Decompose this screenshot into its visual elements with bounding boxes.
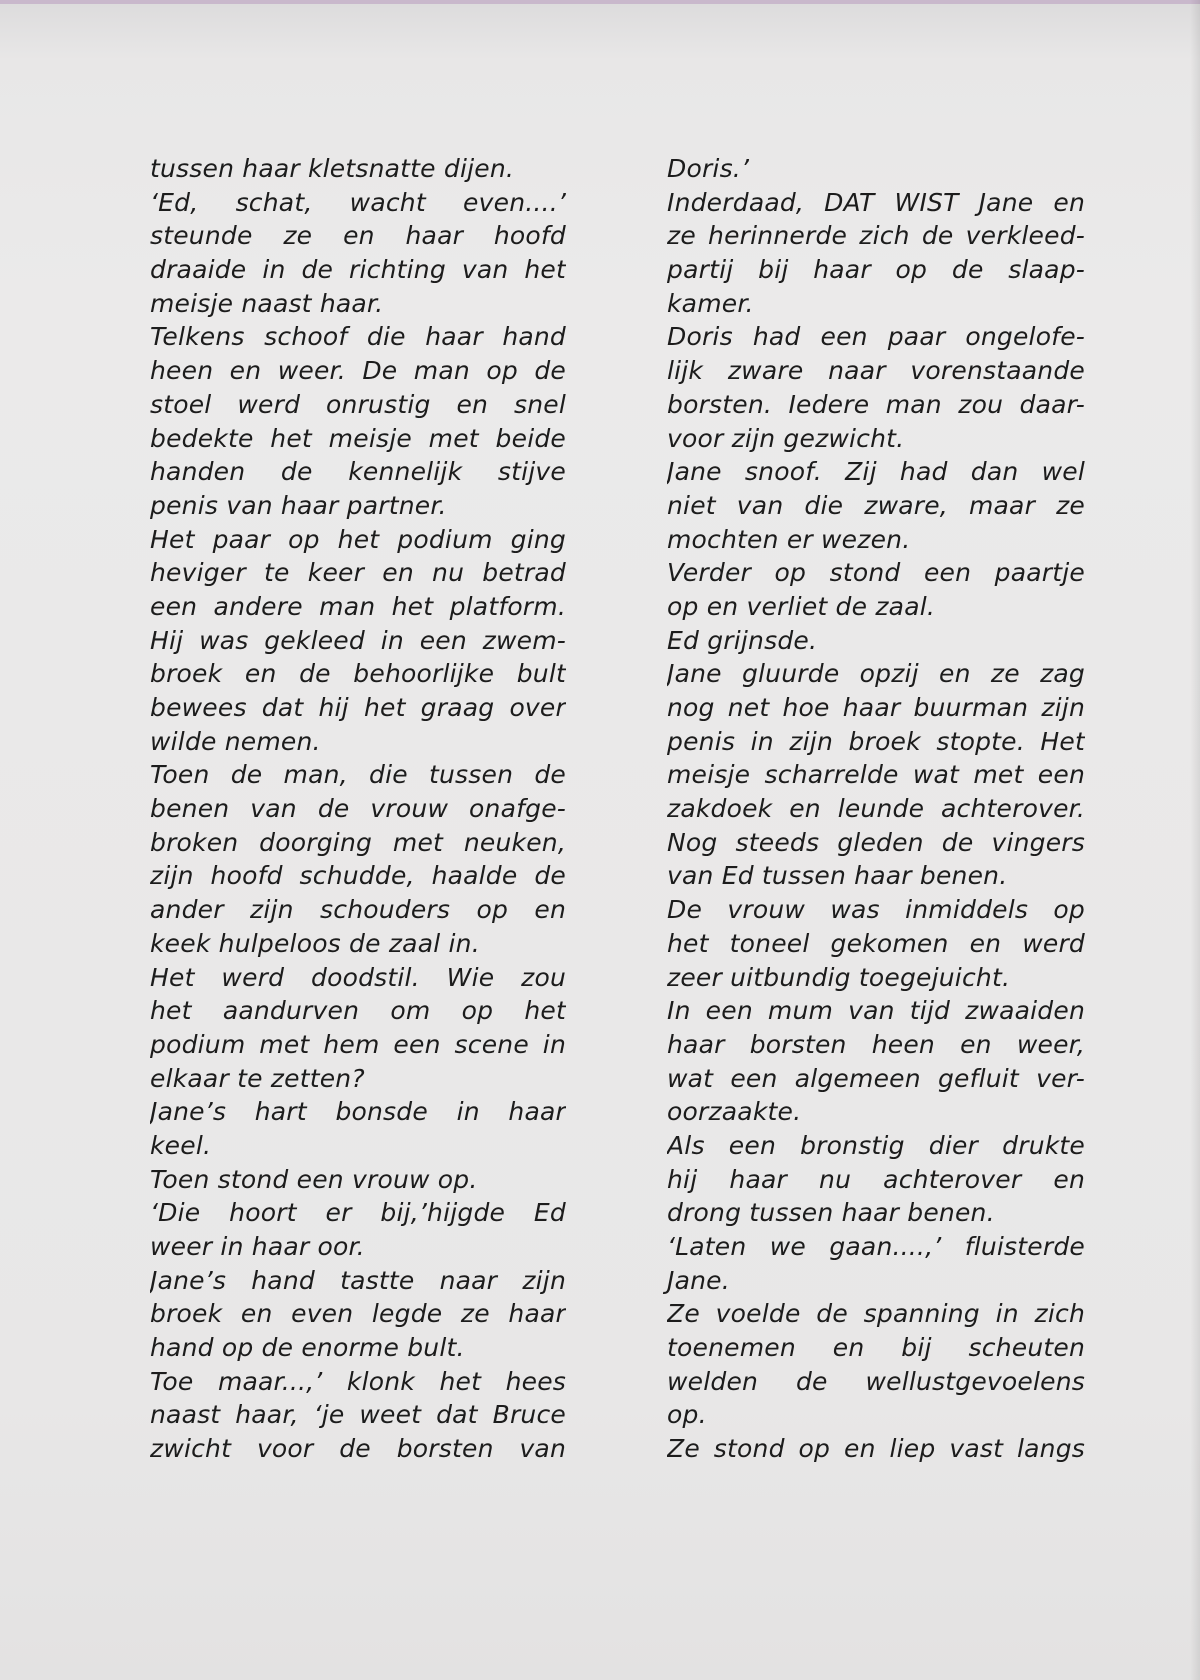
text-line: bewees dat hij het graag over bbox=[150, 693, 566, 722]
left-text-column bbox=[150, 152, 566, 1466]
text-line: Jane. bbox=[667, 1265, 730, 1295]
text-line: hij haar nu achterover en bbox=[667, 1164, 1085, 1194]
text-line: draaide in de richting van het bbox=[150, 255, 566, 285]
text-line: Doris had een paar ongelofe- bbox=[667, 322, 1085, 352]
text-line: wat een algemeen gefluit ver- bbox=[667, 1063, 1085, 1093]
text-line: Toen stond een vrouw op. bbox=[150, 1164, 478, 1194]
text-line: Verder op stond een paartje bbox=[667, 558, 1085, 588]
text-line: op en verliet de zaal. bbox=[667, 591, 936, 621]
text-line: steunde ze en haar hoofd bbox=[150, 221, 566, 251]
text-line: hand op de enorme bult. bbox=[150, 1333, 465, 1363]
text-line: heen en weer. De man op de bbox=[150, 356, 566, 386]
text-line: Het paar op het podium ging bbox=[150, 524, 566, 554]
text-line: ander zijn schouders op en bbox=[150, 895, 566, 925]
text-line: niet van die zware, maar ze bbox=[667, 490, 1085, 520]
text-line: zakdoek en leunde achterover. bbox=[667, 794, 1085, 824]
text-line: Als een bronstig dier drukte bbox=[667, 1130, 1085, 1160]
text-line: Nog steeds gleden de vingers bbox=[667, 827, 1085, 857]
text-line: Ed grijnsde. bbox=[667, 625, 818, 655]
text-line: meisje scharrelde wat met een bbox=[667, 760, 1085, 790]
text-line: podium met hem een scene in bbox=[150, 1029, 566, 1059]
right-text-column bbox=[667, 152, 1085, 1466]
text-line: welden de wellustgevoelens bbox=[667, 1366, 1085, 1396]
text-line: benen van de vrouw onafge- bbox=[150, 794, 566, 824]
text-line: broek en de behoorlijke bult bbox=[150, 659, 566, 689]
text-line: toenemen en bij scheuten bbox=[667, 1333, 1085, 1363]
text-line: broek en even legde ze haar bbox=[150, 1299, 566, 1329]
text-line: lijk zware naar vorenstaande bbox=[667, 356, 1085, 386]
text-line: wilde nemen. bbox=[150, 726, 321, 756]
text-line: Hij was gekleed in een zwem- bbox=[150, 625, 566, 655]
text-line: meisje naast haar. bbox=[150, 288, 384, 318]
text-line: broken doorging met neuken, bbox=[150, 827, 566, 857]
text-line: ‘Laten we gaan....,’ fluisterde bbox=[667, 1232, 1085, 1261]
text-line: voor zijn gezwicht. bbox=[667, 423, 905, 453]
text-line: partij bij haar op de slaap- bbox=[667, 255, 1085, 285]
text-line: drong tussen haar benen. bbox=[667, 1198, 995, 1228]
text-line: een andere man het platform. bbox=[150, 591, 566, 621]
text-line: keel. bbox=[150, 1130, 212, 1160]
text-line: van Ed tussen haar benen. bbox=[667, 861, 1008, 891]
text-line: elkaar te zetten? bbox=[150, 1063, 365, 1093]
text-line: borsten. Iedere man zou daar- bbox=[667, 389, 1085, 419]
text-line: weer in haar oor. bbox=[150, 1232, 365, 1261]
text-line: ‘Die hoort er bij,’hijgde Ed bbox=[150, 1198, 566, 1228]
text-line: Inderdaad, DAT WIST Jane en bbox=[667, 187, 1085, 217]
text-line: Jane’s hand tastte naar zijn bbox=[150, 1265, 566, 1295]
text-line: Toe maar...,’ klonk het hees bbox=[150, 1366, 566, 1396]
text-line: het aandurven om op het bbox=[150, 996, 566, 1026]
text-line: Ze stond op en liep vast langs bbox=[667, 1434, 1085, 1464]
text-line: ze herinnerde zich de verkleed- bbox=[667, 221, 1085, 251]
text-line: tussen haar kletsnatte dijen. bbox=[150, 154, 515, 183]
text-line: Toen de man, die tussen de bbox=[150, 760, 566, 790]
text-line: zijn hoofd schudde, haalde de bbox=[150, 861, 566, 891]
text-line: penis in zijn broek stopte. Het bbox=[667, 726, 1085, 756]
text-line: penis van haar partner. bbox=[150, 490, 447, 520]
text-line: haar borsten heen en weer, bbox=[667, 1029, 1085, 1059]
text-line: Telkens schoof die haar hand bbox=[150, 322, 566, 352]
text-line: nog net hoe haar buurman zijn bbox=[667, 693, 1085, 722]
text-line: op. bbox=[667, 1400, 707, 1430]
text-line: keek hulpeloos de zaal in. bbox=[150, 928, 480, 958]
text-line: bedekte het meisje met beide bbox=[150, 423, 566, 453]
text-line: heviger te keer en nu betrad bbox=[150, 558, 566, 588]
text-line: zeer uitbundig toegejuicht. bbox=[667, 962, 1011, 992]
text-line: Jane gluurde opzij en ze zag bbox=[667, 659, 1085, 689]
text-line: handen de kennelijk stijve bbox=[150, 457, 566, 487]
text-line: Ze voelde de spanning in zich bbox=[667, 1299, 1085, 1329]
text-line: naast haar, ‘je weet dat Bruce bbox=[150, 1400, 566, 1430]
text-line: Het werd doodstil. Wie zou bbox=[150, 962, 566, 992]
text-line: zwicht voor de borsten van bbox=[150, 1434, 566, 1464]
text-line: De vrouw was inmiddels op bbox=[667, 895, 1085, 925]
text-line: In een mum van tijd zwaaiden bbox=[667, 996, 1085, 1026]
text-line: het toneel gekomen en werd bbox=[667, 928, 1085, 958]
text-line: kamer. bbox=[667, 288, 754, 318]
text-line: ‘Ed, schat, wacht even....’ bbox=[150, 187, 566, 217]
text-line: Jane snoof. Zij had dan wel bbox=[667, 457, 1085, 487]
text-line: mochten er wezen. bbox=[667, 524, 911, 554]
text-line: Jane’s hart bonsde in haar bbox=[150, 1097, 566, 1127]
text-line: Doris.’ bbox=[667, 154, 750, 183]
text-line: oorzaakte. bbox=[667, 1097, 802, 1127]
text-line: stoel werd onrustig en snel bbox=[150, 389, 566, 419]
